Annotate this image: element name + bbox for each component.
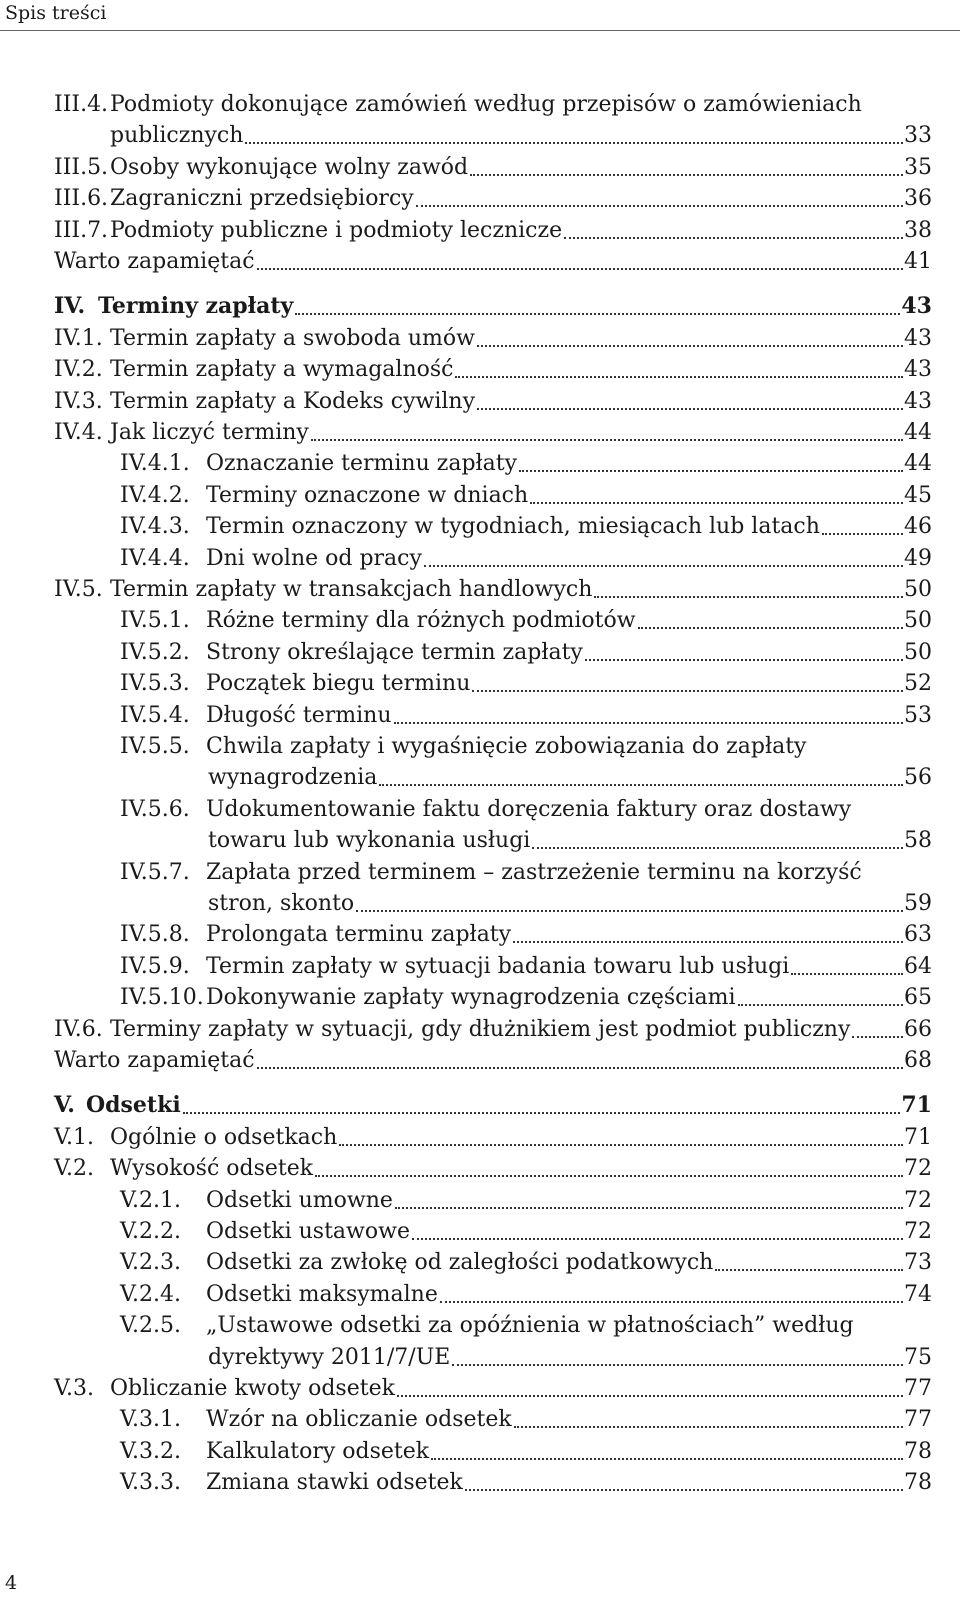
toc-entry-number: V.2.2. (120, 1219, 182, 1244)
toc-entry[interactable] (0, 1373, 960, 1404)
toc-entry-page: 77 (904, 1376, 932, 1401)
toc-entry[interactable] (0, 637, 960, 668)
dot-leader (594, 574, 903, 598)
toc-entry-page: 41 (904, 249, 932, 274)
toc-entry-title (98, 291, 932, 322)
toc-entry-title (110, 120, 932, 151)
dot-leader (738, 982, 903, 1006)
toc-entry-title (110, 1122, 932, 1153)
dot-leader (519, 448, 903, 472)
toc-entry-title (206, 448, 932, 479)
toc-entry[interactable] (0, 511, 960, 542)
dot-leader (791, 951, 903, 975)
toc-entry[interactable] (0, 668, 960, 699)
toc-entry-title (206, 1310, 932, 1341)
toc-entry-text: Terminy zapłaty w sytuacji, gdy dłużnikiem jest podmiot publiczny (110, 1016, 851, 1042)
toc-entry-number: IV.5.4. (120, 702, 190, 728)
toc-entry-text: dyrektywy 2011/7/UE (208, 1344, 451, 1370)
toc-entry[interactable] (0, 762, 960, 793)
toc-entry-text: publicznych (110, 123, 244, 149)
toc-entry-text: Termin zapłaty w sytuacji badania towaru lub usługi (206, 953, 790, 979)
toc-entry[interactable] (0, 825, 960, 856)
toc-entry-title (206, 951, 932, 982)
toc-entry-text: Odsetki ustawowe (206, 1219, 410, 1244)
dot-leader (822, 511, 903, 535)
toc-entry-number: IV. (54, 293, 86, 320)
toc-entry[interactable] (0, 731, 960, 762)
dot-leader (477, 323, 903, 347)
toc-entry-page: 43 (904, 388, 932, 414)
toc-entry-page: 74 (904, 1281, 932, 1307)
toc-entry-text: Termin zapłaty w transakcjach handlowych (110, 577, 593, 602)
dot-leader (513, 919, 903, 943)
toc-entry-page: 50 (904, 577, 932, 602)
toc-entry-number: IV.5.3. (120, 671, 190, 697)
toc-entry[interactable] (0, 1090, 960, 1121)
dot-leader (530, 480, 903, 504)
toc-entry-page: 44 (904, 420, 932, 445)
toc-entry[interactable] (0, 246, 960, 277)
toc-entry-title (110, 152, 932, 183)
toc-entry-text: Podmioty publiczne i podmioty lecznicze (110, 217, 563, 243)
toc-entry-page: 46 (904, 514, 932, 540)
toc-entry-number: IV.5.6. (120, 796, 190, 822)
toc-entry-text: Obliczanie kwoty odsetek (110, 1376, 395, 1401)
toc-entry[interactable] (0, 605, 960, 636)
toc-entry[interactable] (0, 183, 960, 214)
toc-entry[interactable] (0, 700, 960, 731)
toc-entry[interactable] (0, 1404, 960, 1435)
toc-entry-text: Długość terminu (206, 702, 392, 728)
toc-entry-title (208, 825, 932, 856)
toc-entry-number: V.2.4. (120, 1281, 182, 1307)
toc-entry[interactable] (0, 543, 960, 574)
toc-entry-title (206, 637, 932, 668)
toc-entry-title (206, 480, 932, 511)
toc-entry-page: 78 (904, 1438, 932, 1464)
toc-entry-text: Strony określające termin zapłaty (206, 639, 583, 665)
toc-entry-text: Zmiana stawki odsetek (206, 1470, 463, 1496)
dot-leader (356, 888, 903, 912)
toc-entry-page: 36 (904, 186, 932, 212)
toc-entry[interactable] (0, 888, 960, 919)
toc-entry-number: III.6. (54, 186, 109, 212)
toc-entry-text: Dokonywanie zapłaty wynagrodzenia częściami (206, 985, 736, 1011)
toc-entry-text: Jak liczyć terminy (110, 420, 309, 445)
toc-entry-number: V.3. (54, 1376, 95, 1401)
toc-entry-title (110, 89, 932, 120)
toc-entry-page: 77 (904, 1407, 932, 1433)
toc-entry-text: Zagraniczni przedsiębiorcy (110, 186, 414, 212)
dot-leader (532, 825, 903, 849)
dot-leader (477, 386, 903, 410)
toc-entry-text: Kalkulatory odsetek (206, 1438, 430, 1464)
toc-entry-text: Odsetki (86, 1092, 181, 1119)
toc-entry-title (110, 354, 932, 385)
toc-entry-page: 58 (904, 828, 932, 854)
toc-entry-text: Wysokość odsetek (110, 1156, 314, 1182)
dot-leader (564, 215, 903, 239)
toc-entry[interactable] (0, 1122, 960, 1153)
toc-entry-page: 56 (904, 765, 932, 791)
toc-entry-title (206, 511, 932, 542)
toc-entry-title (110, 183, 932, 214)
toc-entry-page: 50 (904, 639, 932, 665)
dot-leader (416, 183, 903, 207)
toc-entry[interactable] (0, 1045, 960, 1076)
toc-entry-number: IV.4.3. (120, 514, 190, 540)
toc-entry-text: Dni wolne od pracy (206, 545, 422, 571)
toc-entry-title (206, 1216, 932, 1247)
toc-entry-page: 72 (904, 1156, 932, 1182)
toc-entry-page: 72 (904, 1187, 932, 1213)
toc-entry-number: IV.5.8. (120, 922, 190, 948)
toc-entry-text: Prolongata terminu zapłaty (206, 922, 512, 948)
toc-entry-page: 75 (904, 1344, 932, 1370)
toc-entry-title (110, 1373, 932, 1404)
toc-entry-title (110, 323, 932, 354)
toc-entry-title (54, 246, 932, 277)
dot-leader (412, 1216, 903, 1240)
toc-entry-page: 45 (904, 482, 932, 508)
toc-entry-number: IV.5.7. (120, 859, 190, 885)
toc-entry-number: V.2.3. (120, 1250, 182, 1276)
toc-entry-title (206, 543, 932, 574)
toc-entry[interactable] (0, 417, 960, 448)
toc-entry-page: 33 (904, 123, 932, 149)
toc-entry[interactable] (0, 1185, 960, 1216)
toc-entry-title (206, 1185, 932, 1216)
dot-leader (339, 1122, 903, 1146)
toc-entry-text: Warto zapamiętać (54, 249, 255, 274)
toc-entry-title (110, 1153, 932, 1184)
toc-entry-number: IV.5.1. (120, 608, 190, 634)
toc-entry-number: III.7. (54, 217, 109, 243)
toc-entry-text: Terminy oznaczone w dniach (206, 482, 529, 508)
toc-entry-title (206, 731, 932, 762)
dot-leader (379, 762, 903, 786)
toc-entry-number: V.3.2. (120, 1438, 182, 1464)
toc-entry-title (86, 1090, 932, 1121)
dot-leader (257, 1045, 903, 1069)
toc-entry-number: V.2.1. (120, 1187, 182, 1213)
toc-entry-text: Oznaczanie terminu zapłaty (206, 451, 518, 477)
dot-leader (514, 1404, 903, 1428)
toc-entry-text: Odsetki maksymalne (206, 1281, 438, 1307)
toc-entry[interactable] (0, 291, 960, 322)
toc-entry-text: Termin zapłaty a wymagalność (110, 357, 454, 383)
toc-entry[interactable] (0, 574, 960, 605)
toc-entry-title (208, 762, 932, 793)
toc-entry-title (206, 1247, 932, 1278)
toc-entry-title (54, 1045, 932, 1076)
toc-entry[interactable] (0, 120, 960, 151)
toc-entry-title (206, 668, 932, 699)
toc-entry[interactable] (0, 448, 960, 479)
dot-leader (397, 1373, 903, 1397)
toc-entry-title (206, 1404, 932, 1435)
toc-entry-title (206, 982, 932, 1013)
toc-entry-page: 43 (901, 293, 932, 320)
toc-entry-text: Termin oznaczony w tygodniach, miesiącach lub latach (206, 514, 820, 540)
toc-entry-text: Terminy zapłaty (98, 293, 294, 320)
toc-entry-page: 66 (904, 1016, 932, 1042)
toc-entry-text: „Ustawowe odsetki za opóźnienia w płatnościach” według (206, 1313, 854, 1339)
toc-entry-page: 68 (904, 1048, 932, 1073)
toc-entry-number: IV.5.5. (120, 734, 190, 759)
dot-leader (852, 1014, 903, 1038)
toc-entry-page: 50 (904, 608, 932, 634)
toc-entry-page: 52 (904, 671, 932, 697)
toc-entry[interactable] (0, 1153, 960, 1184)
toc-entry-title (110, 574, 932, 605)
toc-entry-number: IV.5. (54, 577, 103, 602)
dot-leader (245, 120, 903, 144)
toc-entry-page: 35 (904, 154, 932, 180)
toc-entry-text: stron, skonto (208, 891, 355, 916)
toc-entry-text: Warto zapamiętać (54, 1048, 255, 1073)
dot-leader (431, 1436, 903, 1460)
page-number: 4 (5, 1572, 18, 1594)
toc-entry-text: Wzór na obliczanie odsetek (206, 1407, 512, 1433)
toc-entry-text: Termin zapłaty a swoboda umów (110, 325, 475, 351)
toc-entry-page: 43 (904, 325, 932, 351)
dot-leader (315, 1153, 903, 1177)
toc-entry[interactable] (0, 794, 960, 825)
dot-leader (455, 354, 903, 378)
dot-leader (452, 1342, 903, 1366)
toc-entry-title (208, 1342, 932, 1373)
toc-entry[interactable] (0, 323, 960, 354)
dot-leader (295, 291, 900, 315)
toc-entry-page: 71 (904, 1124, 932, 1150)
toc-entry[interactable] (0, 215, 960, 246)
toc-entry-number: IV.4.2. (120, 482, 190, 508)
toc-entry-title (206, 857, 932, 888)
toc-entry-text: Podmioty dokonujące zamówień według przepisów o zamówieniach (110, 92, 862, 117)
toc-entry[interactable] (0, 1247, 960, 1278)
toc-entry[interactable] (0, 480, 960, 511)
toc-entry-number: III.5. (54, 154, 109, 180)
toc-entry-text: Osoby wykonujące wolny zawód (110, 154, 469, 180)
toc-entry-title (206, 700, 932, 731)
toc-entry-page: 38 (904, 217, 932, 243)
toc-entry-text: Różne terminy dla różnych podmiotów (206, 608, 636, 634)
toc-entry-number: V. (54, 1092, 75, 1119)
toc-entry-number: IV.3. (54, 388, 103, 414)
toc-entry-title (110, 386, 932, 417)
toc-entry-page: 72 (904, 1219, 932, 1244)
dot-leader (638, 605, 903, 629)
header-title: Spis treści (5, 2, 107, 24)
toc-entry-title (206, 1436, 932, 1467)
toc-entry-page: 73 (904, 1250, 932, 1276)
toc-entry[interactable] (0, 1342, 960, 1373)
toc-entry[interactable] (0, 1310, 960, 1341)
toc-entry-page: 65 (904, 985, 932, 1011)
toc-entry-number: IV.4.1. (120, 451, 190, 477)
toc-entry-text: wynagrodzenia (208, 765, 378, 791)
toc-entry-text: Odsetki za zwłokę od zaległości podatkowych (206, 1250, 714, 1276)
toc-entry-title (206, 1467, 932, 1498)
dot-leader (311, 417, 903, 441)
toc-entry-number: V.1. (54, 1124, 95, 1150)
toc-entry[interactable] (0, 152, 960, 183)
toc-entry[interactable] (0, 1279, 960, 1310)
toc-entry[interactable] (0, 354, 960, 385)
dot-leader (395, 1185, 903, 1209)
toc-entry[interactable] (0, 386, 960, 417)
toc-entry-page: 43 (904, 357, 932, 383)
toc-entry-page: 64 (904, 953, 932, 979)
toc-entry[interactable] (0, 1436, 960, 1467)
toc-entry[interactable] (0, 89, 960, 120)
toc-entry-number: V.2.5. (120, 1313, 182, 1339)
toc-entry-text: Zapłata przed terminem – zastrzeżenie terminu na korzyść (206, 859, 862, 885)
toc-entry-number: IV.2. (54, 357, 103, 383)
dot-leader (440, 1279, 903, 1303)
toc-entry-title (110, 417, 932, 448)
toc-entry-number: IV.5.2. (120, 639, 190, 665)
dot-leader (183, 1090, 901, 1114)
toc-entry[interactable] (0, 1216, 960, 1247)
toc-entry-title (206, 919, 932, 950)
toc-entry-number: V.3.1. (120, 1407, 182, 1433)
toc-entry-number: IV.4.4. (120, 545, 190, 571)
toc-entry-text: Chwila zapłaty i wygaśnięcie zobowiązania do zapłaty (206, 734, 807, 759)
toc-entry-text: Odsetki umowne (206, 1187, 393, 1213)
dot-leader (394, 700, 904, 724)
toc-entry[interactable] (0, 982, 960, 1013)
toc-entry[interactable] (0, 951, 960, 982)
toc-entry-text: Udokumentowanie faktu doręczenia faktury oraz dostawy (206, 796, 852, 822)
dot-leader (472, 668, 903, 692)
dot-leader (465, 1467, 903, 1491)
toc-entry-text: towaru lub wykonania usługi (208, 828, 531, 854)
toc-entry[interactable] (0, 919, 960, 950)
toc-entry-page: 63 (904, 922, 932, 948)
dot-leader (715, 1247, 903, 1271)
toc-entry[interactable] (0, 857, 960, 888)
toc-entry[interactable] (0, 1467, 960, 1498)
toc-entry-number: IV.4. (54, 420, 103, 445)
toc-entry[interactable] (0, 1014, 960, 1045)
dot-leader (424, 543, 903, 567)
toc-entry-title (110, 1014, 932, 1045)
toc-entry-page: 71 (901, 1092, 932, 1119)
toc-entry-number: V.2. (54, 1156, 95, 1182)
toc-entry-page: 53 (904, 702, 932, 728)
toc-entry-title (206, 1279, 932, 1310)
running-header (0, 0, 960, 31)
toc-entry-page: 59 (904, 891, 932, 916)
toc-entry-number: IV.6. (54, 1016, 103, 1042)
toc-entry-number: III.4. (54, 92, 109, 117)
toc-entry-page: 49 (904, 545, 932, 571)
dot-leader (585, 637, 903, 661)
dot-leader (257, 246, 903, 270)
toc-entry-text: Początek biegu terminu (206, 671, 471, 697)
toc-entry-text: Ogólnie o odsetkach (110, 1124, 338, 1150)
toc-entry-title (110, 215, 932, 246)
toc-entry-title (206, 605, 932, 636)
toc-entry-title (206, 794, 932, 825)
toc-entry-page: 78 (904, 1470, 932, 1496)
toc-entry-title (208, 888, 932, 919)
toc-entry-number: V.3.3. (120, 1470, 182, 1496)
toc-entry-text: Termin zapłaty a Kodeks cywilny (110, 388, 476, 414)
dot-leader (470, 152, 903, 176)
toc-entry-number: IV.1. (54, 325, 103, 351)
toc-entry-number: IV.5.10. (120, 985, 204, 1011)
toc-entry-page: 44 (904, 451, 932, 477)
toc-entry-number: IV.5.9. (120, 953, 190, 979)
